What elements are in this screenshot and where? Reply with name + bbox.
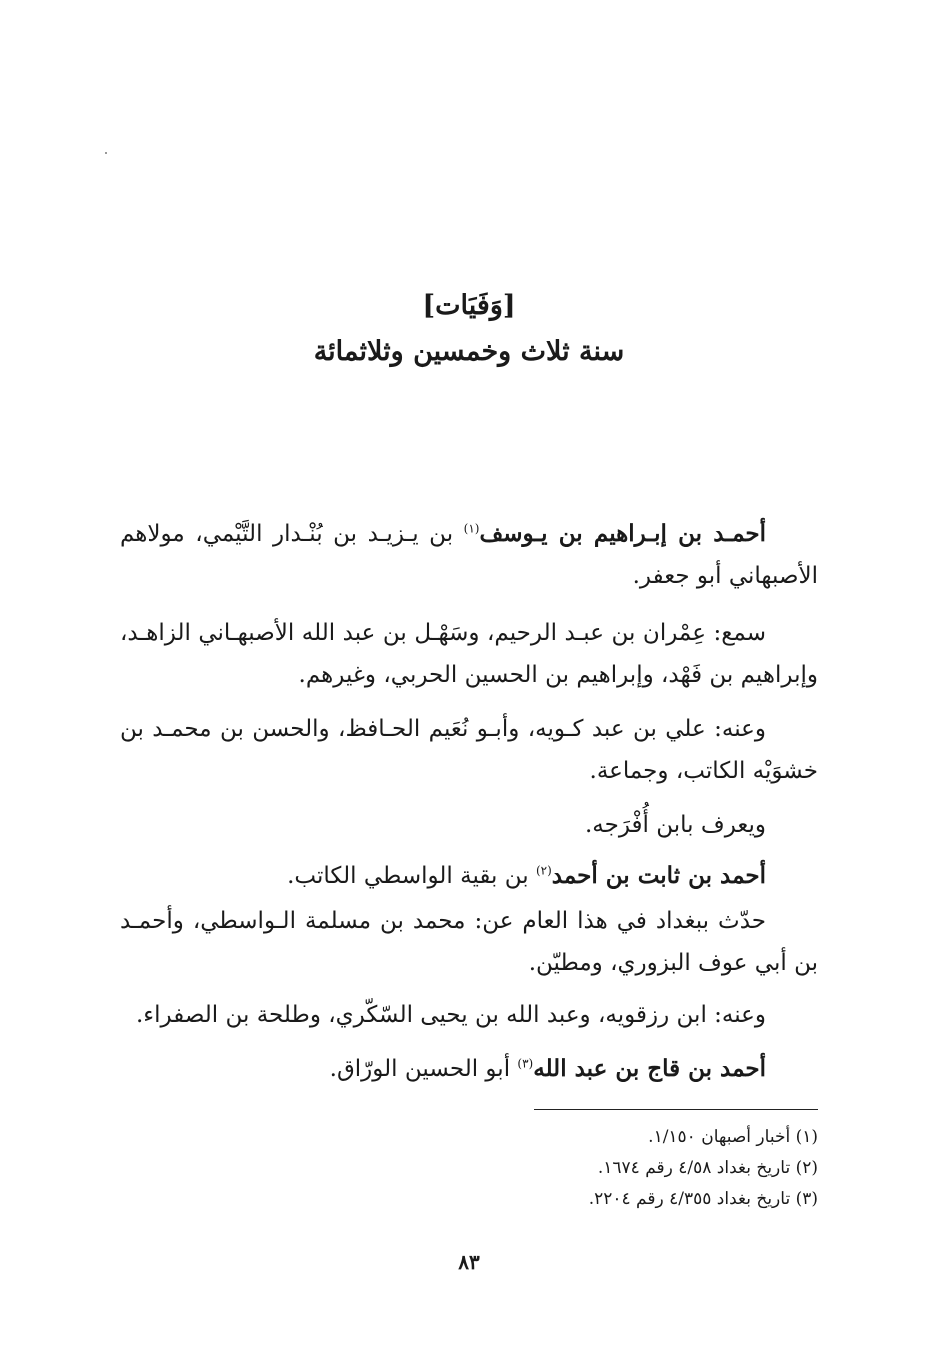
entry-text: بن يـزيـد بن بُنْـدار التَّيْمي، مولاهم [120,521,464,547]
paragraph-narrators-2 [120,994,818,1036]
footnotes [418,1122,818,1215]
page-number: ٨٣ [458,1250,480,1274]
entry-line: الأصبهاني أبو جعفر. [632,563,818,589]
footnote-separator [534,1109,818,1110]
footnote-ref: (٢) [535,863,552,878]
footnote-ref: (١) [463,521,480,536]
paragraph-line: وإبراهيم بن فَهْد، وإبراهيم بن الحسين الحربي، وغيرهم. [298,662,818,688]
paragraph-line: ويعرف بابن أُفْرَجه. [584,812,766,838]
entry-name: أحمد بن ثابت بن أحمد [551,862,766,889]
paragraph-heard-from [120,612,818,696]
entry-line [120,855,818,897]
footnote-item: (٢) تاريخ بغداد ٤/٥٨ رقم ١٦٧٤. [597,1158,818,1178]
entry-line [120,1048,818,1090]
paragraph-line: وعنه: علي بن عبد كـويه، وأبـو نُعَيم الحـافظ، والحسن بن محمـد بن [120,716,766,742]
paragraph-line: بن أبي عوف البزوري، ومطيّن. [528,950,818,976]
year-title: سنة ثلاث وخمسين وثلاثمائة [313,336,625,367]
section-title: [وَفَيَات] [422,290,516,321]
entry-name: أحمد بن قاج بن عبد الله [533,1055,766,1082]
entry-text: أبو الحسين الورّاق. [329,1056,518,1082]
paragraph-narrators [120,708,818,792]
entry-ahmad-ibn-ibrahim [120,513,818,597]
footnote-ref: (٣) [517,1056,534,1071]
paragraph-line: حدّث ببغداد في هذا العام عن: محمد بن مسلمة الـواسطي، وأحمـد [120,908,766,934]
entry-ahmad-ibn-qaj [120,1048,818,1090]
paragraph-narrated [120,900,818,984]
footnote-item: (٣) تاريخ بغداد ٤/٣٥٥ رقم ٢٢٠٤. [588,1189,818,1209]
paragraph-known-as [120,804,818,846]
paragraph-line: وعنه: ابن رزقويه، وعبد الله بن يحيى السّكّري، وطلحة بن الصفراء. [136,1002,766,1028]
entry-line [120,513,818,555]
entry-text: بن بقية الواسطي الكاتب. [287,863,536,889]
scan-speck [105,152,107,154]
entry-ahmad-ibn-thabit [120,855,818,897]
entry-name: أحمـد بن إبـراهيم بن يـوسف [479,520,766,547]
paragraph-line: سمع: عِمْران بن عبـد الرحيم، وسَهْـل بن عبد الله الأصبهـاني الزاهـد، [120,620,766,646]
paragraph-line: خشوَيْه الكاتب، وجماعة. [589,758,818,784]
footnote-item: (١) أخبار أصبهان ١/١٥٠. [648,1127,818,1147]
